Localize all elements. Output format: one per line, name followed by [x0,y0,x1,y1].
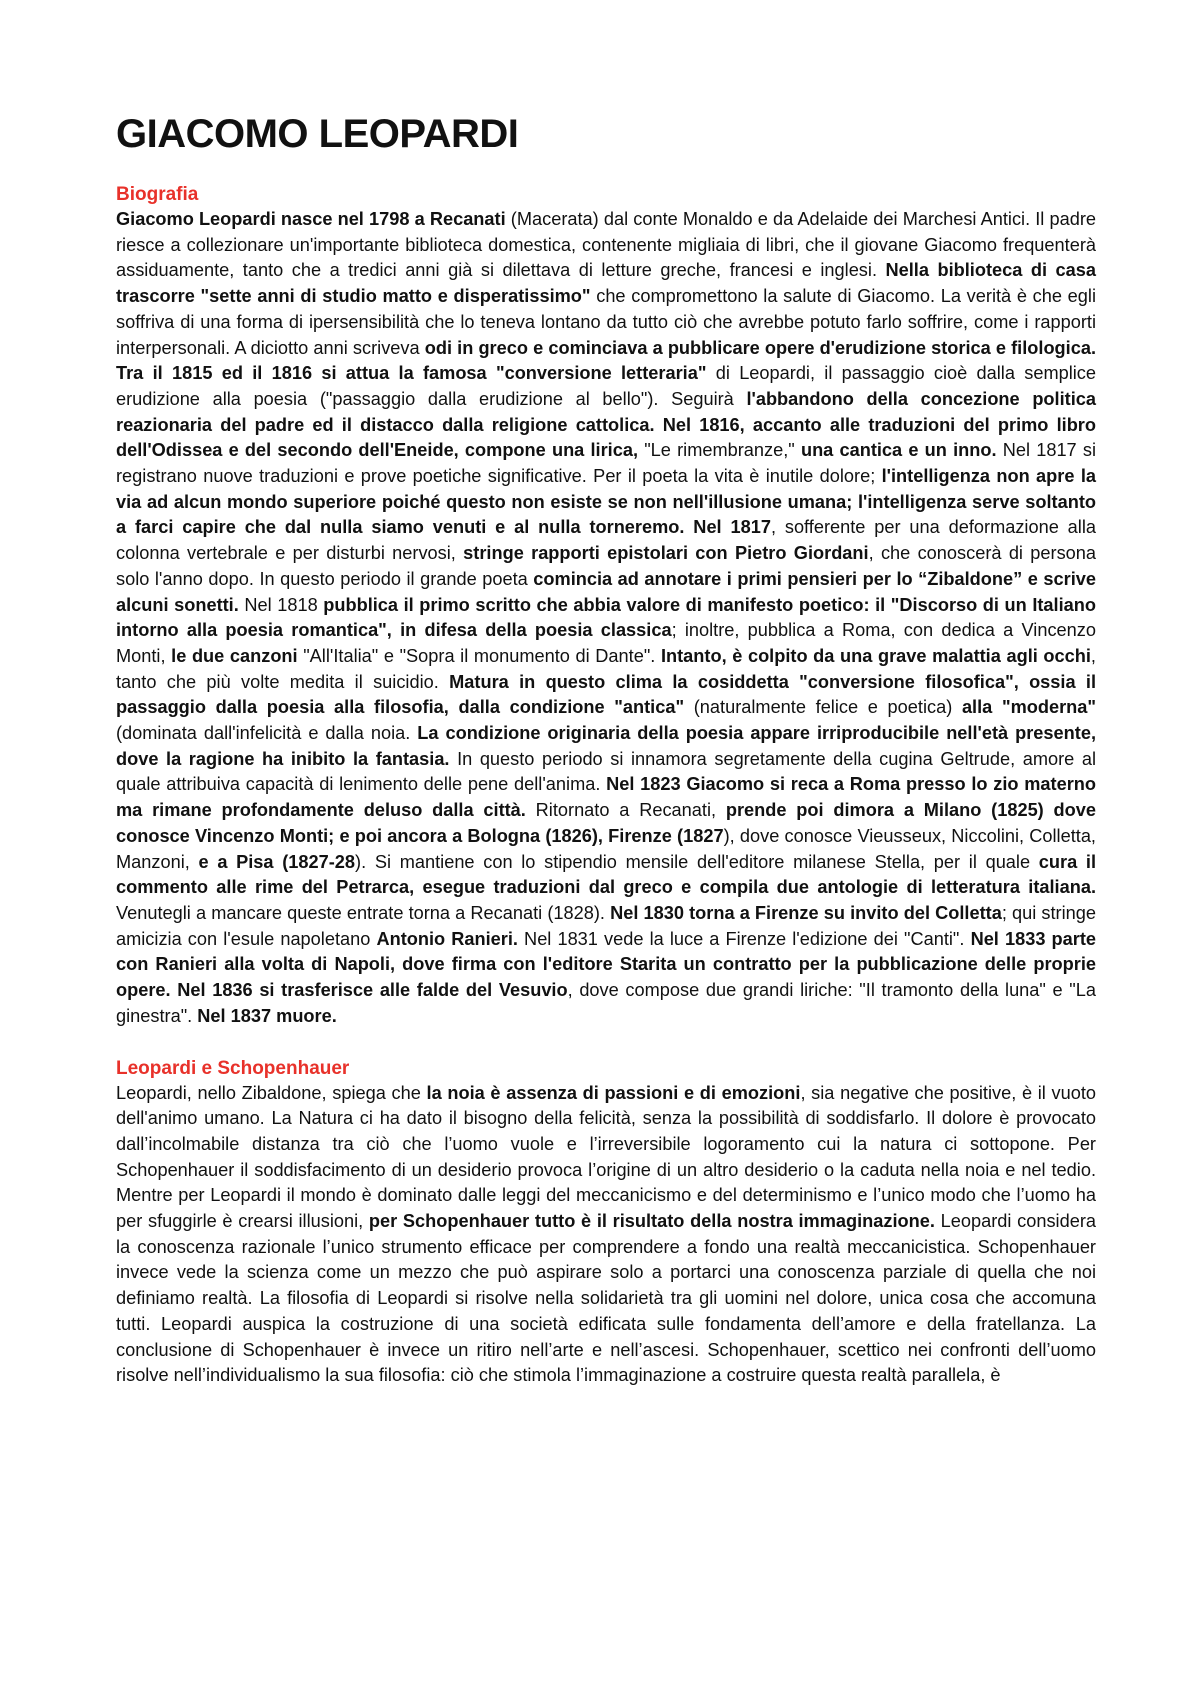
bold-text-run: Giacomo Leopardi nasce nel 1798 a Recanati [116,209,506,229]
text-run: ), dove conosce Vieusseux, Niccolini, Colletta, Manzoni, [116,825,1096,872]
bold-text-run: l'abbandono della concezione politica reazionaria del padre ed il distacco dalla religione cattolica. Nel 1816, accanto alle traduzioni del primo libro dell'Odissea e del secondo dell'Eneide, compone una lirica, [116,388,1096,461]
bold-text-run: le due canzoni [171,645,298,666]
text-run: Leopardi considera la conoscenza razionale l’unico strumento efficace per comprendere a fondo una realtà meccanicistica. Schopenhauer invece vede la scienza come un mezzo che può aspirare solo a portarci una conoscenza parziale di quella che noi definiamo realtà. La filosofia di Leopardi si risolve nella solidarietà tra gli uomini nel dolore, unica cosa che accomuna tutti. Leopardi auspica la costruzione di una società edificata sulle fondamenta dell’amore e della fratellanza. La conclusione di Schopenhauer è invece un ritiro nell’arte e nell’ascesi. Schopenhauer, scettico nei confronti dell’uomo risolve nell’individualismo la sua filosofia: ciò che stimola l’immaginazione a costruire questa realtà parallela, è [116,1211,1096,1386]
text-run: che compromettono la salute di Giacomo. La verità è che egli soffriva di una forma di ipersensibilità che lo teneva lontano da tutto ciò che avrebbe potuto farlo soffrire, come i rapporti interpersonali. A diciotto anni scriveva [116,286,1096,358]
text-run: "Le rimembranze," [638,440,801,461]
text-run: Ritornato a Recanati, [525,800,726,821]
text-run: (Macerata) dal conte Monaldo e da Adelaide dei Marchesi Antici. Il padre riesce a collezionare un'importante biblioteca domestica, contenente migliaia di libri, che il giovane Giacomo frequenterà assiduamente, tanto che a tredici anni già si dilettava di letture greche, francesi e inglesi. [116,209,1096,281]
section-biografia [116,182,1096,1030]
text-run: (dominata dall'infelicità e dalla noia. [116,723,418,744]
bold-text-run: l'intelligenza non apre la via ad alcun mondo superiore poiché questo non esiste se non nell'illusione umana; l'intelligenza serve soltanto a farci capire che dal nulla siamo venuti e al nulla torneremo. Nel 1817 [116,466,1096,538]
text-run: ; inoltre, pubblica a Roma, con dedica a Vincenzo Monti, [116,620,1096,666]
bold-text-run: Nel 1833 parte con Ranieri alla volta di Napoli, dove firma con l'editore Starita un contratto per la pubblicazione delle proprie opere. Nel 1836 si trasferisce alle falde del Vesuvio [116,928,1097,1001]
bold-text-run: Antonio Ranieri. [376,928,518,949]
bold-text-run: Intanto, è colpito da una grave malattia agli occhi [660,645,1091,666]
text-run: Nel 1831 vede la luce a Firenze l'edizione dei "Canti". [517,928,971,949]
bold-text-run: la noia è assenza di passioni e di emozioni [426,1082,801,1103]
text-run: , che conoscerà di persona solo l'anno dopo. In questo periodo il grande poeta [116,543,1097,589]
section-body [116,1081,1096,1389]
text-run: "All'Italia" e "Sopra il monumento di Dante". [297,645,661,666]
text-run: Nel 1817 si registrano nuove traduzioni e prove poetiche significative. Per il poeta la vita è inutile dolore; [116,440,1097,487]
bold-text-run: una cantica e un inno. [800,440,997,461]
text-run: Venutegli a mancare queste entrate torna a Recanati (1828). [116,902,611,923]
bold-text-run: odi in greco e cominciava a pubblicare opere d'erudizione storica e filologica. Tra il 1815 ed il 1816 si attua la famosa "conversione letteraria" [116,337,1096,384]
text-run: Leopardi, nello Zibaldone, spiega che [116,1082,427,1103]
bold-text-run: Matura in questo clima la cosiddetta "conversione filosofica", ossia il passaggio dalla poesia alla filosofia, dalla condizione "antica" [116,671,1097,718]
section-body [116,207,1096,1030]
bold-text-run: comincia ad annotare i primi pensieri per lo “Zibaldone” e scrive alcuni sonetti. [116,568,1096,615]
bold-text-run: La condizione originaria della poesia appare irriproducibile nell'età presente, dove la ragione ha inibito la fantasia. [116,723,1096,769]
document-page [116,112,1096,1389]
section-heading: Leopardi e Schopenhauer [116,1057,350,1079]
text-run: Nel 1818 [238,594,324,615]
bold-text-run: e a Pisa (1827-28 [198,851,356,872]
text-run: , sia negative che positive, è il vuoto dell'animo umano. La Natura ci ha dato il bisogno della felicità, senza la possibilità di soddisfarlo. Il dolore è provocato dall’incolmabile distanza tra ciò che l’uomo vuole e l’irreversibile logoramento cui la natura ci sottopone. Per Schopenhauer il soddisfacimento di un desiderio provoca l’origine di un altro desiderio o la caduta nella noia e nel tedio. Mentre per Leopardi il mondo è dominato dalle leggi del meccanicismo e del determinismo e l’unico modo che l’uomo ha per sfuggirle è crearsi illusioni, [116,1082,1096,1232]
bold-text-run: Nella biblioteca di casa trascorre "sette anni di studio matto e disperatissimo" [116,260,1096,307]
section-heading: Biografia [116,184,199,205]
bold-text-run: Nel 1830 torna a Firenze su invito del Colletta [610,902,1002,923]
text-run: , dove compose due grandi liriche: "Il tramonto della luna" e "La ginestra". [116,980,1096,1026]
bold-text-run: pubblica il primo scritto che abbia valore di manifesto poetico: il "Discorso di un Italiano intorno alla poesia romantica", in difesa della poesia classica [116,594,1096,641]
bold-text-run: stringe rapporti epistolari con Pietro Giordani [463,543,869,564]
text-run: ). Si mantiene con lo stipendio mensile dell'editore milanese Stella, per il quale [355,851,1039,872]
text-run: ; qui stringe amicizia con l'esule napoletano [116,902,1096,949]
text-run: , tanto che più volte medita il suicidio. [116,645,1096,692]
bold-text-run: Nel 1823 Giacomo si reca a Roma presso lo zio materno ma rimane profondamente deluso dalla città. [116,774,1096,821]
section-leopardi-schopenhauer [116,1056,1096,1389]
bold-text-run: per Schopenhauer tutto è il risultato della nostra immaginazione. [368,1211,935,1232]
bold-text-run: cura il commento alle rime del Petrarca, esegue traduzioni dal greco e compila due antologie di letteratura italiana. [116,851,1097,898]
text-run: (naturalmente felice e poetica) [684,697,962,718]
page-title: GIACOMO LEOPARDI [116,112,519,156]
bold-text-run: prende poi dimora a Milano (1825) dove conosce Vincenzo Monti; e poi ancora a Bologna (1826), Firenze (1827 [116,800,1096,846]
text-run: di Leopardi, il passaggio cioè dalla semplice erudizione alla poesia ("passaggio dalla erudizione al bello"). Seguirà [116,363,1096,409]
text-run: , sofferente per una deformazione alla colonna vertebrale e per disturbi nervosi, [116,517,1096,564]
bold-text-run: alla "moderna" [961,697,1097,718]
bold-text-run: Nel 1837 muore. [197,1005,337,1026]
text-run: In questo periodo si innamora segretamente della cugina Geltrude, amore al quale attribuiva capacità di lenimento delle pene dell'anima. [116,748,1096,795]
